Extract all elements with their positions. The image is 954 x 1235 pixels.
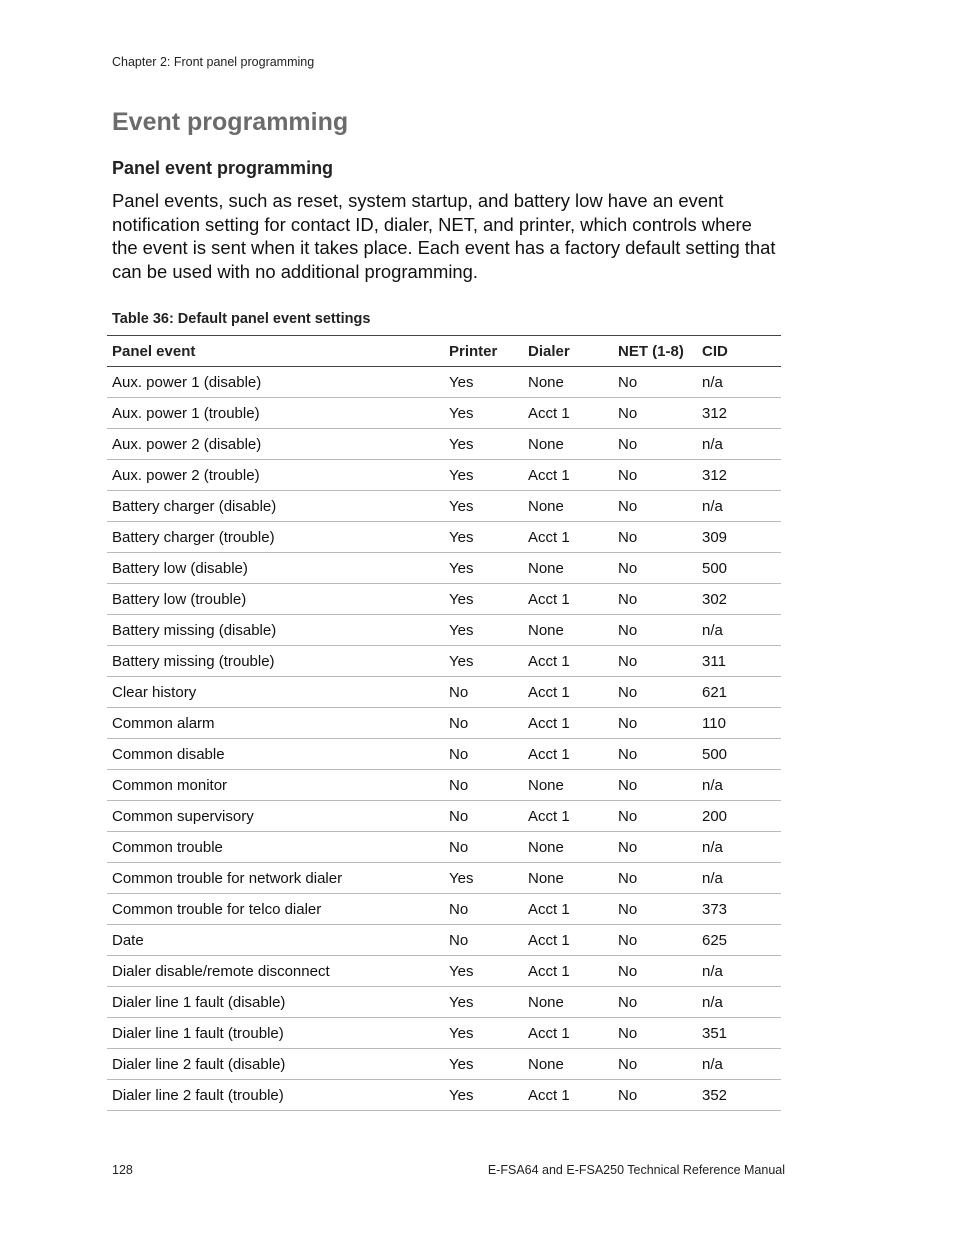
table-row <box>107 956 781 987</box>
cell-net: No <box>613 367 697 398</box>
cell-cid: 373 <box>697 894 781 925</box>
cell-panel-event: Common alarm <box>107 708 444 739</box>
table-header-row <box>107 336 781 367</box>
cell-dialer: Acct 1 <box>523 801 613 832</box>
table-row <box>107 1049 781 1080</box>
cell-dialer: None <box>523 863 613 894</box>
table-row <box>107 925 781 956</box>
cell-printer: Yes <box>444 522 523 553</box>
table-body <box>107 367 781 1111</box>
cell-cid: 311 <box>697 646 781 677</box>
cell-dialer: Acct 1 <box>523 584 613 615</box>
page-number: 128 <box>112 1163 133 1177</box>
table-row <box>107 708 781 739</box>
cell-dialer: None <box>523 429 613 460</box>
cell-net: No <box>613 739 697 770</box>
cell-printer: Yes <box>444 553 523 584</box>
cell-cid: 621 <box>697 677 781 708</box>
cell-cid: 312 <box>697 398 781 429</box>
cell-cid: n/a <box>697 987 781 1018</box>
cell-panel-event: Aux. power 2 (trouble) <box>107 460 444 491</box>
cell-net: No <box>613 460 697 491</box>
cell-panel-event: Dialer line 1 fault (trouble) <box>107 1018 444 1049</box>
cell-net: No <box>613 925 697 956</box>
cell-net: No <box>613 646 697 677</box>
cell-net: No <box>613 491 697 522</box>
cell-dialer: Acct 1 <box>523 894 613 925</box>
cell-printer: Yes <box>444 1049 523 1080</box>
cell-panel-event: Clear history <box>107 677 444 708</box>
table-row <box>107 429 781 460</box>
cell-dialer: Acct 1 <box>523 677 613 708</box>
cell-net: No <box>613 1080 697 1111</box>
cell-cid: 302 <box>697 584 781 615</box>
cell-dialer: Acct 1 <box>523 1080 613 1111</box>
cell-printer: Yes <box>444 863 523 894</box>
cell-panel-event: Common trouble <box>107 832 444 863</box>
cell-cid: n/a <box>697 832 781 863</box>
running-header: Chapter 2: Front panel programming <box>112 55 315 69</box>
table-row <box>107 832 781 863</box>
table-row <box>107 770 781 801</box>
cell-printer: Yes <box>444 646 523 677</box>
cell-net: No <box>613 429 697 460</box>
cell-panel-event: Battery charger (trouble) <box>107 522 444 553</box>
cell-panel-event: Battery missing (trouble) <box>107 646 444 677</box>
cell-cid: n/a <box>697 491 781 522</box>
cell-printer: No <box>444 677 523 708</box>
cell-panel-event: Battery low (disable) <box>107 553 444 584</box>
column-header-cid: CID <box>697 336 781 367</box>
cell-panel-event: Dialer line 2 fault (trouble) <box>107 1080 444 1111</box>
table-row <box>107 398 781 429</box>
table-row <box>107 801 781 832</box>
cell-cid: n/a <box>697 770 781 801</box>
cell-cid: n/a <box>697 956 781 987</box>
cell-cid: n/a <box>697 615 781 646</box>
cell-printer: Yes <box>444 1018 523 1049</box>
page-title: Event programming <box>112 108 349 136</box>
cell-net: No <box>613 770 697 801</box>
table-row <box>107 615 781 646</box>
cell-net: No <box>613 832 697 863</box>
table-row <box>107 460 781 491</box>
table-caption: Table 36: Default panel event settings <box>112 311 371 327</box>
cell-printer: Yes <box>444 429 523 460</box>
column-header-dialer: Dialer <box>523 336 613 367</box>
cell-dialer: None <box>523 615 613 646</box>
cell-cid: 625 <box>697 925 781 956</box>
cell-cid: 110 <box>697 708 781 739</box>
cell-net: No <box>613 1018 697 1049</box>
cell-net: No <box>613 584 697 615</box>
cell-net: No <box>613 1049 697 1080</box>
cell-printer: No <box>444 708 523 739</box>
cell-panel-event: Common disable <box>107 739 444 770</box>
cell-net: No <box>613 553 697 584</box>
cell-cid: 500 <box>697 739 781 770</box>
table-row <box>107 646 781 677</box>
table-row <box>107 491 781 522</box>
column-header-panel-event: Panel event <box>107 336 444 367</box>
cell-panel-event: Common supervisory <box>107 801 444 832</box>
cell-panel-event: Common trouble for network dialer <box>107 863 444 894</box>
cell-panel-event: Aux. power 1 (disable) <box>107 367 444 398</box>
cell-net: No <box>613 522 697 553</box>
cell-cid: n/a <box>697 429 781 460</box>
table-row <box>107 553 781 584</box>
cell-net: No <box>613 863 697 894</box>
cell-cid: 352 <box>697 1080 781 1111</box>
table-row <box>107 522 781 553</box>
cell-net: No <box>613 615 697 646</box>
cell-dialer: Acct 1 <box>523 646 613 677</box>
cell-dialer: Acct 1 <box>523 1018 613 1049</box>
cell-printer: Yes <box>444 956 523 987</box>
table-row <box>107 1018 781 1049</box>
table-row <box>107 677 781 708</box>
cell-cid: 200 <box>697 801 781 832</box>
cell-panel-event: Dialer disable/remote disconnect <box>107 956 444 987</box>
cell-net: No <box>613 708 697 739</box>
cell-dialer: None <box>523 553 613 584</box>
cell-dialer: None <box>523 491 613 522</box>
cell-panel-event: Date <box>107 925 444 956</box>
cell-net: No <box>613 801 697 832</box>
cell-printer: Yes <box>444 367 523 398</box>
table-row <box>107 987 781 1018</box>
cell-panel-event: Battery low (trouble) <box>107 584 444 615</box>
cell-printer: Yes <box>444 584 523 615</box>
cell-printer: No <box>444 770 523 801</box>
table-row <box>107 367 781 398</box>
table-row <box>107 739 781 770</box>
cell-dialer: Acct 1 <box>523 398 613 429</box>
cell-panel-event: Dialer line 2 fault (disable) <box>107 1049 444 1080</box>
table-row <box>107 1080 781 1111</box>
cell-panel-event: Aux. power 1 (trouble) <box>107 398 444 429</box>
cell-printer: No <box>444 801 523 832</box>
cell-dialer: None <box>523 987 613 1018</box>
cell-printer: Yes <box>444 491 523 522</box>
column-header-net: NET (1-8) <box>613 336 697 367</box>
cell-dialer: None <box>523 770 613 801</box>
cell-cid: 309 <box>697 522 781 553</box>
cell-printer: Yes <box>444 460 523 491</box>
panel-event-settings-table <box>107 335 781 1111</box>
cell-cid: 500 <box>697 553 781 584</box>
footer-manual-title: E-FSA64 and E-FSA250 Technical Reference Manual <box>487 1163 785 1177</box>
cell-cid: 312 <box>697 460 781 491</box>
cell-dialer: Acct 1 <box>523 460 613 491</box>
cell-panel-event: Dialer line 1 fault (disable) <box>107 987 444 1018</box>
cell-panel-event: Common monitor <box>107 770 444 801</box>
cell-printer: Yes <box>444 987 523 1018</box>
section-body-paragraph: Panel events, such as reset, system startup, and battery low have an event notification setting for contact ID, dialer, NET, and printer, which controls where the event is sent when it takes place. Each event has a factory default setting that can be used with no additional programming. <box>112 190 776 282</box>
table-row <box>107 894 781 925</box>
cell-cid: 351 <box>697 1018 781 1049</box>
section-heading: Panel event programming <box>112 158 334 178</box>
cell-printer: Yes <box>444 398 523 429</box>
column-header-printer: Printer <box>444 336 523 367</box>
cell-cid: n/a <box>697 367 781 398</box>
cell-net: No <box>613 894 697 925</box>
table-row <box>107 863 781 894</box>
cell-dialer: Acct 1 <box>523 925 613 956</box>
cell-dialer: Acct 1 <box>523 956 613 987</box>
cell-printer: No <box>444 739 523 770</box>
cell-printer: Yes <box>444 1080 523 1111</box>
table-row <box>107 584 781 615</box>
cell-net: No <box>613 956 697 987</box>
table-header <box>107 336 781 367</box>
cell-dialer: Acct 1 <box>523 522 613 553</box>
cell-printer: Yes <box>444 615 523 646</box>
cell-dialer: Acct 1 <box>523 708 613 739</box>
cell-cid: n/a <box>697 1049 781 1080</box>
cell-panel-event: Common trouble for telco dialer <box>107 894 444 925</box>
cell-printer: No <box>444 894 523 925</box>
cell-net: No <box>613 677 697 708</box>
cell-dialer: None <box>523 832 613 863</box>
cell-net: No <box>613 398 697 429</box>
cell-panel-event: Battery missing (disable) <box>107 615 444 646</box>
cell-panel-event: Battery charger (disable) <box>107 491 444 522</box>
cell-panel-event: Aux. power 2 (disable) <box>107 429 444 460</box>
cell-dialer: None <box>523 1049 613 1080</box>
cell-dialer: None <box>523 367 613 398</box>
cell-dialer: Acct 1 <box>523 739 613 770</box>
cell-net: No <box>613 987 697 1018</box>
cell-printer: No <box>444 925 523 956</box>
cell-printer: No <box>444 832 523 863</box>
cell-cid: n/a <box>697 863 781 894</box>
